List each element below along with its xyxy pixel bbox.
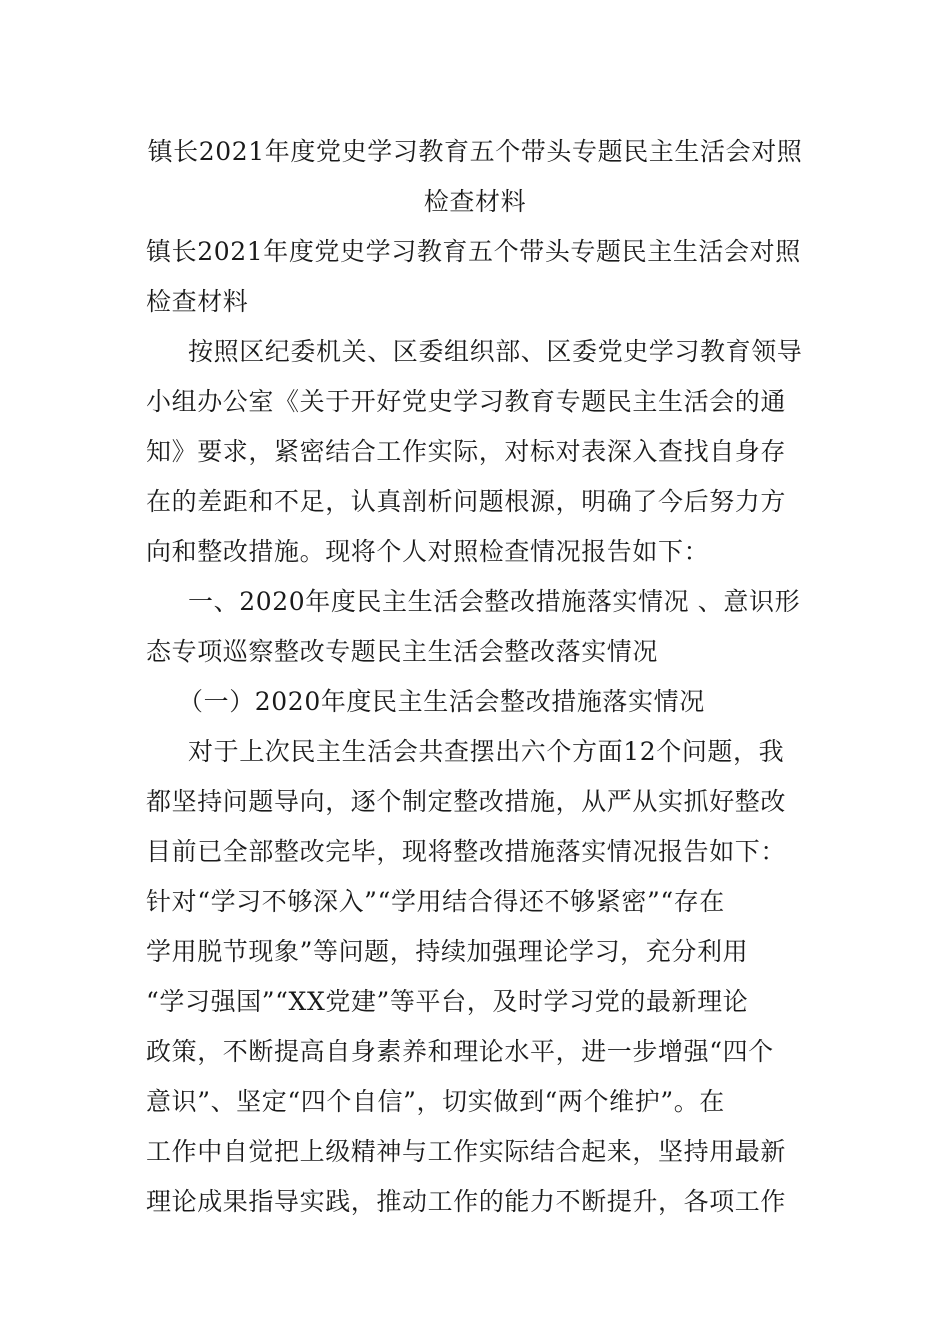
body-line: 向和整改措施。现将个人对照检查情况报告如下： [146,537,710,566]
body-line: 都坚持问题导向，逐个制定整改措施，从严从实抓好整改 [146,787,787,816]
body-line: “学习强国”“XX党建”等平台，及时学习党的最新理论 [146,987,749,1016]
body-line: 工作中自觉把上级精神与工作实际结合起来，坚持用最新 [146,1137,787,1166]
body-line: 在的差距和不足，认真剖析问题根源，明确了今后努力方 [146,487,787,516]
body-line: 意识”、坚定“四个自信”，切实做到“两个维护”。在 [146,1087,725,1116]
body-line: 目前已全部整改完毕，现将整改措施落实情况报告如下： [146,837,787,866]
body-line: 针对“学习不够深入”“学用结合得还不够紧密”“存在 [146,887,725,916]
body-line: 对于上次民主生活会共查摆出六个方面12个问题，我 [188,737,785,766]
body-line: 学用脱节现象”等问题，持续加强理论学习，充分利用 [146,937,749,966]
body-line: 理论成果指导实践，推动工作的能力不断提升，各项工作 [146,1187,787,1216]
body-line: 按照区纪委机关、区委组织部、区委党史学习教育领导 [188,337,803,366]
section-heading-line: 一、2020年度民主生活会整改措施落实情况 、意识形 [188,587,801,616]
body-line: 政策，不断提高自身素养和理论水平，进一步增强“四个 [146,1037,774,1066]
document-title-line-1: 镇长2021年度党史学习教育五个带头专题民主生活会对照 [147,137,803,166]
subsection-heading: （一）2020年度民主生活会整改措施落实情况 [178,687,705,716]
body-line: 小组办公室《关于开好党史学习教育专题民主生活会的通 [146,387,787,416]
section-heading-line: 态专项巡察整改专题民主生活会整改落实情况 [146,637,659,666]
body-line: 知》要求，紧密结合工作实际，对标对表深入查找自身存 [146,437,787,466]
body-line: 镇长2021年度党史学习教育五个带头专题民主生活会对照 [146,237,801,266]
document-title-line-2: 检查材料 [423,187,527,216]
body-line: 检查材料 [146,287,249,316]
